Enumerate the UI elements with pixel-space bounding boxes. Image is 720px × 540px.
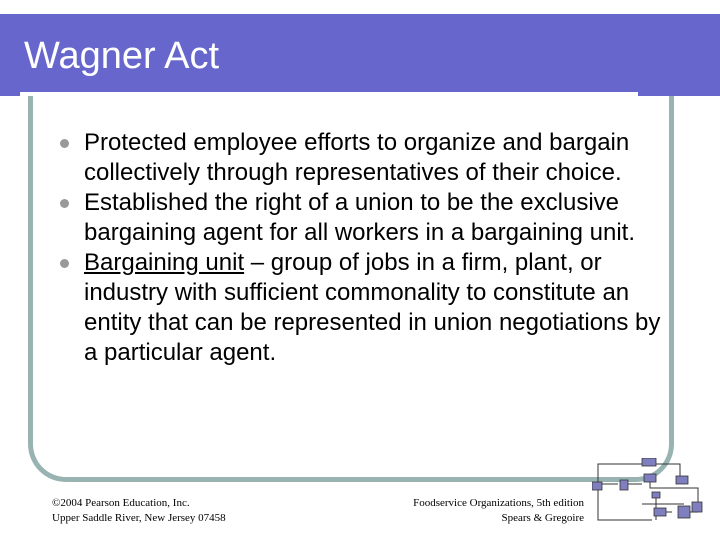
bullet-text: Protected employee efforts to organize and bargain collectively through representatives of their choice. [84,129,630,186]
footer-book-line2: Spears & Gregoire [501,512,584,524]
footer-book [413,496,584,526]
bullet-dot-icon [60,199,69,208]
slide-title: Wagner Act [24,35,220,77]
footer-copyright-line1: ©2004 Pearson Education, Inc. [52,497,190,509]
bullet-item [60,188,670,248]
bullet-item [60,248,670,368]
bullet-text: – group of jobs in a firm, plant, or industry with sufficient commonality to constitute an entity that can be represented in union negotiations by a particular agent. [84,249,661,366]
footer-book-line1: Foodservice Organizations, 5th edition [413,497,584,509]
footer-copyright [52,496,226,526]
bullet-dot-icon [60,259,69,268]
footer-copyright-line2: Upper Saddle River, New Jersey 07458 [52,512,226,524]
bullet-item [60,128,670,188]
bullet-dot-icon [60,139,69,148]
flowchart-icon [592,458,704,534]
bullet-text: Established the right of a union to be the exclusive bargaining agent for all workers in a bargaining unit. [84,189,636,246]
bargaining-unit-term: Bargaining unit [84,249,245,276]
bullet-list [60,128,670,368]
